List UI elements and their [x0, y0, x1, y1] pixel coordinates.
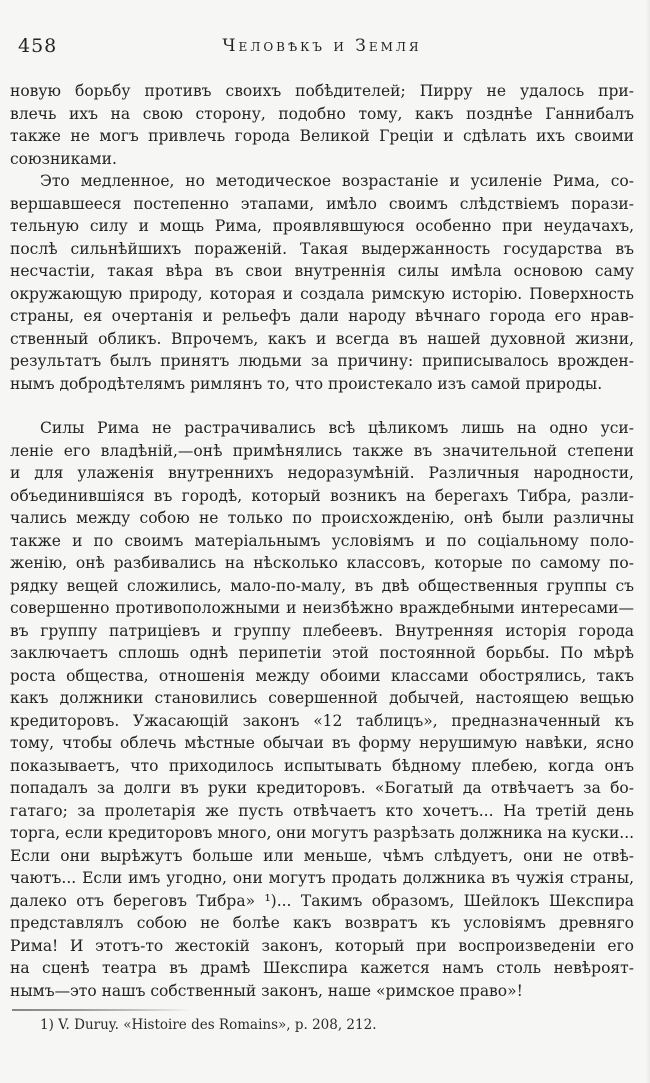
text-line: далеко отъ береговъ Тибра» ¹)... Такимъ образомъ, Шейлокъ Шекспира [10, 891, 634, 910]
text-line: попадалъ за долги въ руки кредиторовъ. «Богатый да отвѣчаетъ за бо- [10, 779, 634, 797]
text-line: Рима! И этотъ-то жестокій законъ, который при воспроизведеніи его [10, 936, 634, 955]
text-line: заключаетъ сплошь однѣ перипетіи этой постоянной борьбы. По мѣрѣ [10, 644, 634, 662]
text-line: кредиторовъ. Ужасающій законъ «12 таблицъ», предназначенный къ [10, 711, 634, 730]
text-line: леніе его владѣній,—онѣ примѣнялись также въ значительной степени [10, 441, 634, 460]
text-line: на сценѣ театра въ драмѣ Шекспира кажется намъ столь невѣроят- [10, 959, 634, 977]
text-line: чались между собою не только по происхожденію, онѣ были различны [10, 509, 634, 527]
text-line: вершавшееся постепенно этапами, имѣло своимъ слѣдствіемъ порази- [10, 194, 634, 213]
text-line: торга, если кредиторовъ много, они могутъ разрѣзать должника на куски... [10, 824, 635, 842]
text-line: нымъ добродѣтелямъ римлянъ то, что проистекало изъ самой природы. [10, 374, 603, 393]
page-number: 458 [18, 35, 58, 57]
text-line: послѣ сильнѣйшихъ пораженій. Такая выдержанность государства въ [10, 239, 634, 258]
text-line: гатаго; за пролетарія же пусть отвѣчаетъ кто хочетъ... На третій день [10, 801, 634, 820]
text-line: тельную силу и мощь Рима, проявлявшуюся особенно при неудачахъ, [10, 217, 634, 235]
text-line: союзниками. [10, 149, 117, 168]
text-line: чаютъ... Если имъ угодно, они могутъ продать должника въ чужія страны, [10, 869, 634, 887]
text-line: результатъ былъ принятъ людьми за причину: приписывалось врожден- [10, 352, 634, 370]
text-line: Это медленное, но методическое возрастаніе и усиленіе Рима, со- [40, 172, 634, 190]
text-line: ственный обликъ. Впрочемъ, какъ и всегда въ нашей духовной жизни, [10, 329, 634, 348]
page-header [10, 35, 634, 61]
running-title: Человѣкъ и Земля [222, 36, 422, 56]
text-line: въ группу патриціевъ и группу плебеевъ. Внутренняя исторія города [10, 621, 634, 640]
text-line: Силы Рима не растрачивались всѣ цѣликомъ лишь на одно уси- [40, 419, 634, 437]
text-column [10, 80, 634, 1034]
text-line: и для улаженія внутреннихъ недоразумѣній. Различныя народности, [10, 464, 634, 482]
footnote-separator [12, 1009, 192, 1011]
text-line: тому, чтобы облечь мѣстные обычаи въ форму нерушимую навѣки, ясно [10, 734, 634, 752]
text-line: объединившіяся въ городѣ, который возникъ на берегахъ Тибра, разли- [10, 486, 634, 505]
text-line: какъ должники становились совершенной добычей, настоящею вещью [10, 689, 634, 707]
text-line: показываетъ, что приходилось испытывать бѣдному плебею, когда онъ [10, 756, 634, 775]
text-line: роста общества, отношенія между обоими классами обострялись, такъ [10, 666, 634, 685]
paragraph-3 [10, 417, 634, 1002]
text-line: нымъ—это нашъ собственный законъ, наше «римское право»! [10, 981, 523, 1000]
text-line: новую борьбу противъ своихъ побѣдителей; Пирру не удалось при- [10, 82, 634, 100]
text-line: представлялъ собою не болѣе какъ возвратъ къ условіямъ древняго [10, 914, 634, 932]
text-line: рядку вещей сложились, мало-по-малу, въ двѣ общественныя группы съ [10, 576, 634, 595]
text-line: влечь ихъ на свою сторону, подобно тому, какъ позднѣе Ганнибалъ [10, 104, 634, 123]
text-line: женію, онѣ разбивались на нѣсколько классовъ, которые по самому по- [10, 554, 634, 572]
text-line: Если они вырѣжутъ больше или меньше, чѣмъ слѣдуетъ, они не отвѣ- [10, 846, 634, 865]
paragraph-1 [10, 80, 634, 170]
text-line: совершенно противоположными и неизбѣжно враждебными интересами— [10, 599, 634, 617]
text-line: несчастіи, такая вѣра въ свои внутреннія силы имѣла основою саму [10, 262, 634, 280]
text-line: страны, ея очертанія и рельефъ дали народу вѣчнаго города его нрав- [10, 307, 634, 325]
text-line: окружающую природу, которая и создала римскую исторію. Поверхность [10, 284, 634, 303]
text-line: также и по своимъ матеріальнымъ условіямъ и по соціальному поло- [10, 531, 634, 550]
text-line: также не могъ привлечь города Великой Греціи и сдѣлать ихъ своими [10, 127, 634, 145]
footnote-citation: 1) V. Duruy. «Histoire des Romains», p. 208, 212. [40, 1017, 377, 1033]
paragraph-2 [10, 170, 634, 395]
